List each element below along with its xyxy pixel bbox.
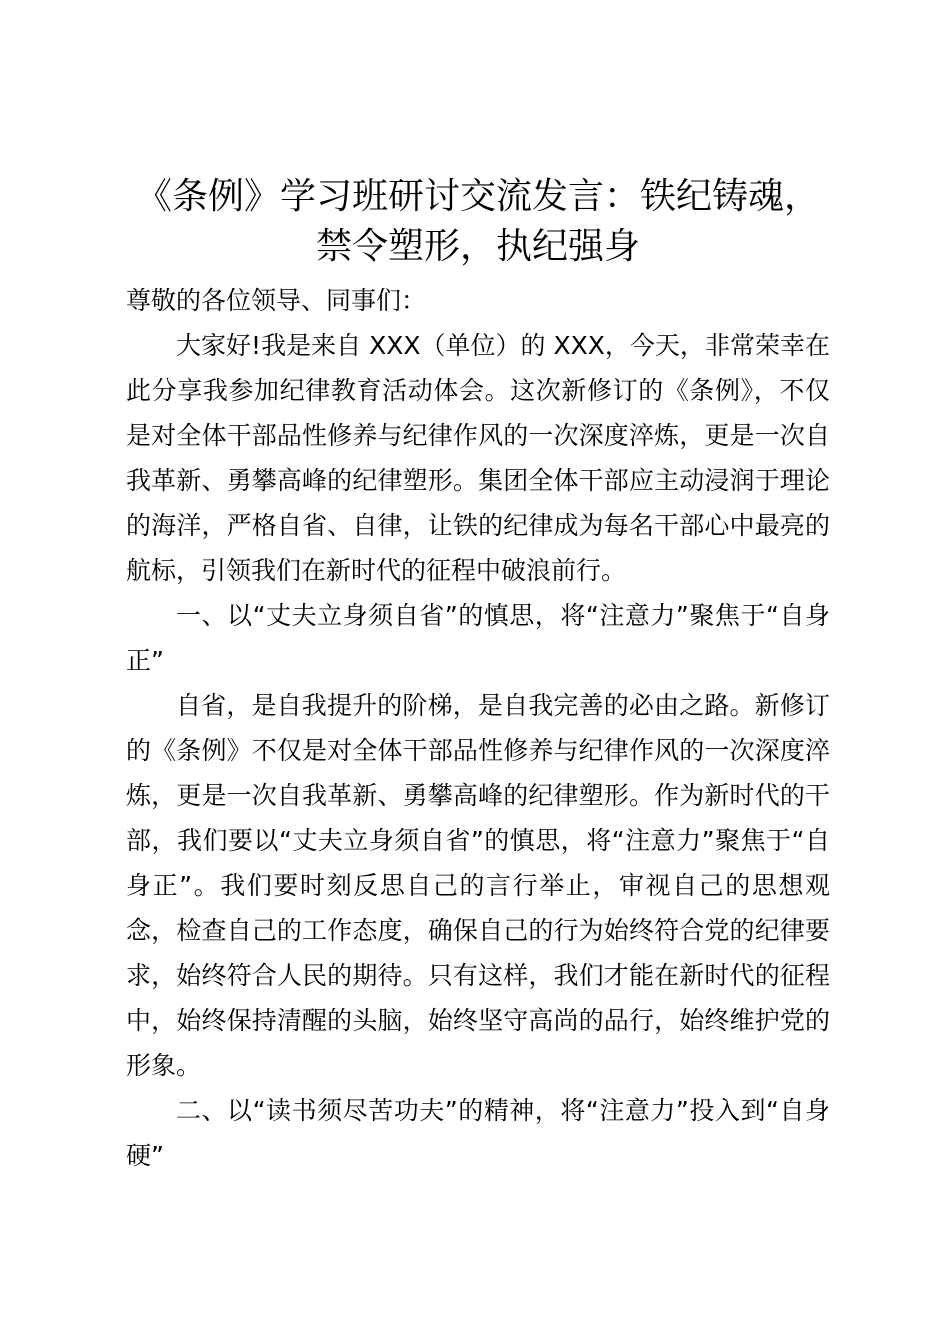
salutation: 尊敬的各位领导、同事们： xyxy=(126,286,427,315)
paragraph-section-1: 自省，是自我提升的阶梯，是自我完善的必由之路。新修订的《条例》不仅是对全体干部品性修养与纪律作风的一次深度淬炼，更是一次自我革新、勇攀高峰的纪律塑形。作为新时代的干部，我们要以“丈夫立身须自省”的慎思，将“注意力”聚焦于“自身正”。我们要时刻反思自己的言行举止，审视自己的思想观念，检查自己的工作态度，确保自己的行为始终符合党的纪律要求，始终符合人民的期待。只有这样，我们才能在新时代的征程中，始终保持清醒的头脑，始终坚守高尚的品行，始终维护党的形象。 xyxy=(126,691,830,1080)
paragraph-intro: 大家好!我是来自 XXX（单位）的 XXX，今天，非常荣幸在此分享我参加纪律教育活动体会。这次新修订的《条例》，不仅是对全体干部品性修养与纪律作风的一次深度淬炼，更是一次自我革新、勇攀高峰的纪律塑形。集团全体干部应主动浸润于理论的海洋，严格自省、自律，让铁的纪律成为每名干部心中最亮的航标，引领我们在新时代的征程中破浪前行。 xyxy=(126,331,830,585)
document-title: 《条例》学习班研讨交流发言：铁纪铸魂，禁令塑形，执纪强身 xyxy=(135,176,820,267)
section-heading-2: 二、以“读书须尽苦功夫”的精神，将“注意力”投入到“自身硬” xyxy=(126,1096,830,1170)
section-heading-1: 一、以“丈夫立身须自省”的慎思，将“注意力”聚焦于“自身正” xyxy=(126,601,830,675)
document-body xyxy=(126,172,830,1178)
